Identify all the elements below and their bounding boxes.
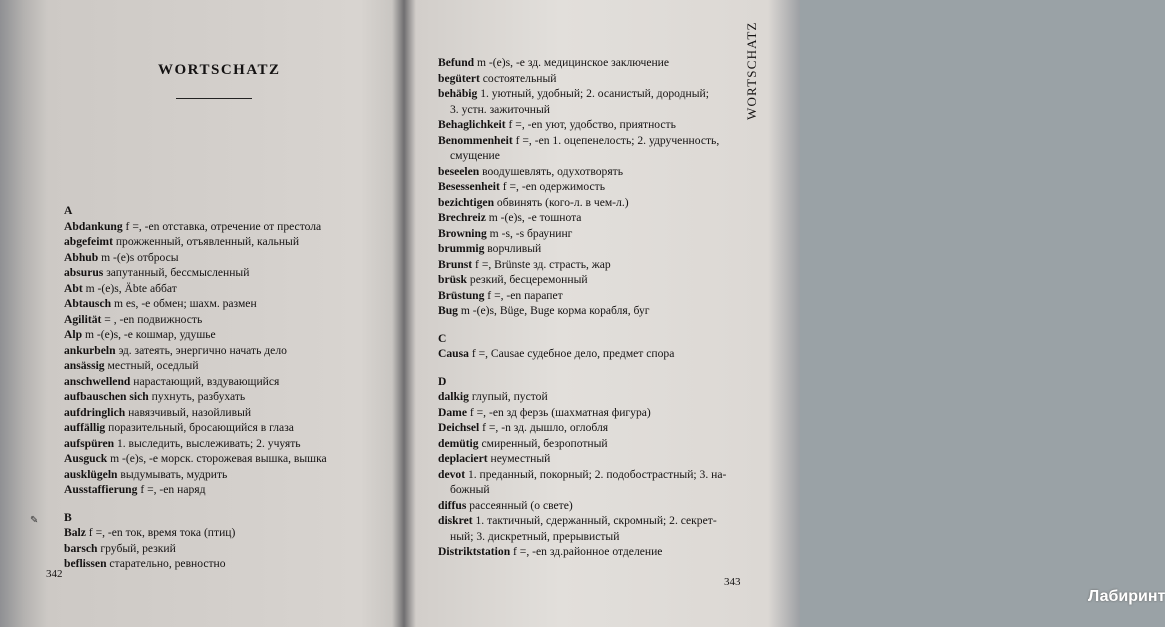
left-page-number: 342 [46, 568, 63, 580]
glossary-entry [64, 389, 327, 405]
definition: m -(e)s отбросы [98, 250, 179, 264]
glossary-entry [438, 179, 726, 195]
entry-continuation [438, 482, 726, 498]
headword: Abt [64, 281, 83, 295]
definition: f =, -en уют, удобство, приятность [505, 118, 676, 131]
headword: barsch [64, 541, 98, 555]
headword: Abhub [64, 250, 99, 264]
definition: f =, -en парапет [484, 288, 563, 302]
definition: нарастающий, вздувающийся [130, 374, 280, 388]
headword: Besessenheit [438, 180, 500, 193]
glossary-entry [438, 420, 726, 436]
definition: смущение [450, 149, 500, 162]
headword: aufdringlich [64, 405, 126, 419]
headword: Distriktstation [438, 545, 511, 558]
definition: божный [450, 483, 490, 496]
definition: = , -en подвижность [101, 312, 203, 326]
running-head: WORTSCHATZ [744, 21, 759, 120]
headword: dalkig [438, 390, 469, 403]
definition: обвинять (кого-л. в чем-л.) [494, 195, 629, 209]
section-letter: C [438, 331, 447, 345]
definition: неуместный [487, 452, 551, 465]
glossary-entry [438, 544, 726, 560]
glossary-entry [64, 343, 327, 359]
definition: рассеянный (о свете) [466, 498, 573, 512]
definition: m -(e)s, -e кошмар, удушье [82, 328, 216, 341]
glossary-entry [64, 281, 327, 297]
headword: Brechreiz [438, 211, 486, 224]
right-page-number: 343 [724, 576, 741, 588]
headword: Deichsel [438, 421, 480, 434]
glossary-entry [64, 327, 327, 343]
headword: ausklügeln [64, 467, 118, 481]
glossary-entry [64, 541, 327, 557]
definition: эд. затеять, энергично начать дело [115, 343, 287, 357]
definition: 1. тактичный, сдержанный, скромный; 2. секрет- [472, 514, 717, 527]
definition: резкий, бесцеремонный [467, 273, 588, 286]
glossary-entry [438, 513, 726, 529]
definition: воодушевлять, одухотворять [479, 164, 624, 178]
glossary-entry [64, 250, 327, 266]
glossary-entry [64, 219, 327, 235]
definition: f =, -en наряд [137, 483, 206, 496]
headword: Abdankung [64, 219, 123, 233]
headword: Brunst [438, 257, 473, 271]
glossary-entry [64, 234, 327, 250]
section-letter: B [64, 510, 72, 524]
definition: m -(e)s, -e зд. медицинское заключение [474, 56, 670, 69]
headword: Balz [64, 526, 86, 539]
headword: Abtausch [64, 297, 112, 310]
headword: brüsk [438, 273, 468, 286]
glossary-entry [64, 467, 327, 483]
definition: глупый, пустой [468, 390, 548, 403]
glossary-entry [438, 241, 726, 257]
glossary-entry [64, 451, 327, 467]
glossary-entry [438, 257, 726, 273]
glossary-entry [438, 303, 726, 319]
glossary-entry [438, 451, 726, 467]
definition: f =, -en одержимость [499, 180, 605, 193]
headword: ankurbeln [64, 343, 116, 357]
definition: f =, -en 1. оцепенелость; 2. удрученность, [512, 133, 720, 147]
headword: ansässig [64, 359, 105, 372]
headword: Ausguck [64, 452, 108, 465]
glossary-entry [438, 389, 726, 405]
glossary-entry [64, 296, 327, 312]
glossary-entry [438, 436, 726, 452]
headword: absurus [64, 266, 104, 279]
definition: m -(e)s, Büge, Buge корма корабля, буг [457, 304, 650, 317]
section-letter: A [64, 204, 73, 217]
glossary-entry [438, 498, 726, 514]
definition: прожженный, отъявленный, кальный [112, 235, 300, 248]
glossary-entry [64, 420, 327, 436]
headword: Behaglichkeit [438, 118, 506, 131]
page-title: WORTSCHATZ [158, 62, 281, 78]
headword: diskret [438, 514, 473, 527]
headword: auffällig [64, 421, 106, 434]
section-letter: D [438, 374, 447, 388]
headword: aufbauschen sich [64, 390, 149, 403]
definition: m -(e)s, Äbte аббат [82, 281, 177, 295]
headword: Befund [438, 56, 475, 69]
definition: 3. устн. зажиточный [450, 102, 550, 116]
glossary-entry [438, 55, 726, 71]
headword: Alp [64, 328, 83, 341]
right-page [408, 0, 1165, 627]
headword: aufspüren [64, 436, 115, 450]
headword: behäbig [438, 87, 478, 100]
entry-continuation [438, 148, 726, 164]
definition: f =, Brünste зд. страсть, жар [472, 257, 611, 271]
headword: Bug [438, 304, 458, 317]
headword: deplaciert [438, 452, 488, 465]
headword: diffus [438, 498, 467, 512]
definition: m -(e)s, -e морск. сторожевая вышка, вышка [107, 452, 327, 465]
headword: abgefeimt [64, 235, 113, 248]
headword: anschwellend [64, 374, 131, 388]
definition: ный; 3. дискретный, прерывистый [450, 529, 620, 543]
headword: Agilität [64, 312, 102, 326]
left-page [0, 0, 405, 627]
glossary-entry [438, 272, 726, 288]
definition: f =, -en ток, время тока (птиц) [85, 526, 236, 539]
glossary-entry [438, 467, 726, 483]
glossary-entry [438, 133, 726, 149]
headword: beflissen [64, 557, 107, 570]
glossary-entry [438, 117, 726, 133]
headword: brummig [438, 242, 485, 255]
glossary-entry [64, 374, 327, 390]
headword: Brüstung [438, 288, 485, 302]
glossary-entry [438, 71, 726, 87]
definition: грубый, резкий [97, 541, 176, 555]
definition: ворчливый [484, 242, 542, 255]
glossary-entry [438, 405, 726, 421]
glossary-entry [64, 482, 327, 498]
glossary-entry [438, 86, 726, 102]
definition: смиренный, безропотный [478, 436, 608, 450]
headword: Benommenheit [438, 133, 513, 147]
headword: Dame [438, 405, 467, 419]
headword: Causa [438, 347, 469, 360]
definition: местный, оседлый [104, 359, 199, 372]
definition: f =, -n зд. дышло, оглобля [479, 421, 609, 434]
headword: bezichtigen [438, 195, 495, 209]
glossary-entry [64, 556, 327, 572]
glossary-entry [64, 436, 327, 452]
glossary-entry [438, 210, 726, 226]
section-gap [438, 319, 726, 325]
definition: пухнуть, разбухать [148, 390, 246, 403]
glossary-entry [438, 226, 726, 242]
headword: begütert [438, 71, 480, 85]
glossary-entry [64, 525, 327, 541]
definition: f =, -en зд ферзь (шахматная фигура) [466, 405, 651, 419]
definition: f =, Causae судебное дело, предмет спора [468, 347, 675, 360]
glossary-entry [438, 164, 726, 180]
definition: запутанный, бессмысленный [103, 266, 250, 279]
glossary-entry [438, 288, 726, 304]
headword: Browning [438, 226, 487, 240]
glossary-entry [438, 346, 726, 362]
glossary-entry [64, 265, 327, 281]
definition: m -s, -s браунинг [486, 226, 573, 240]
section-gap [438, 362, 726, 368]
glossary-entry [64, 405, 327, 421]
definition: поразительный, бросающийся в глаза [105, 421, 294, 434]
left-entry-list [64, 197, 327, 572]
headword: beseelen [438, 164, 480, 178]
definition: m es, -e обмен; шахм. размен [111, 297, 257, 310]
entry-continuation [438, 102, 726, 118]
definition: f =, -en зд.районное отделение [510, 545, 663, 558]
definition: f =, -en отставка, отречение от престола [122, 219, 322, 233]
title-divider [176, 98, 252, 99]
headword: Ausstaffierung [64, 483, 138, 496]
headword: demütig [438, 436, 479, 450]
definition: навязчивый, назойливый [125, 405, 252, 419]
headword: devot [438, 467, 466, 481]
glossary-entry [64, 358, 327, 374]
pencil-mark-icon: ✎ [30, 515, 39, 526]
definition: m -(e)s, -e тошнота [485, 211, 582, 224]
definition: состоятельный [479, 71, 557, 85]
definition: 1. уютный, удобный; 2. осанистый, дородный; [477, 87, 709, 100]
definition: 1. преданный, покорный; 2. подобострастный; 3. на- [465, 467, 727, 481]
labirint-watermark-logo: Лабиринт [1088, 588, 1165, 605]
definition: 1. выследить, выслеживать; 2. учуять [114, 436, 301, 450]
definition: выдумывать, мудрить [117, 467, 228, 481]
right-entry-list [438, 55, 726, 560]
glossary-entry [438, 195, 726, 211]
definition: старательно, ревностно [106, 557, 226, 570]
section-gap [64, 498, 327, 504]
glossary-entry [64, 312, 327, 328]
entry-continuation [438, 529, 726, 545]
